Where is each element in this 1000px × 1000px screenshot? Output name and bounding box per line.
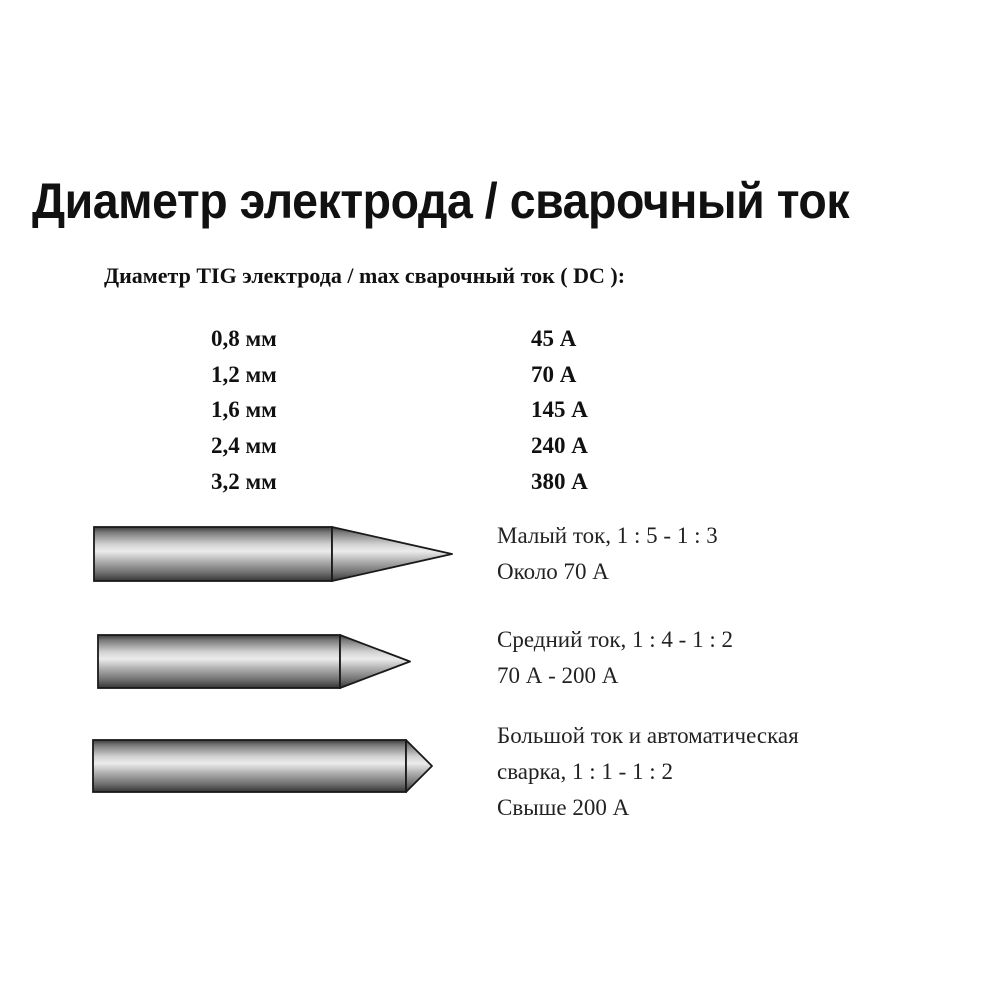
description-line: Свыше 200 А (497, 795, 630, 820)
description-line: Средний ток, 1 : 4 - 1 : 2 (497, 627, 733, 652)
low-current-description (497, 518, 718, 590)
diameter-cell: 1,6 мм (211, 397, 277, 422)
description-line: 70 А - 200 А (497, 663, 619, 688)
description-line: Большой ток и автоматическая (497, 723, 799, 748)
current-cell: 380 А (531, 469, 588, 494)
current-cell: 45 А (531, 326, 577, 351)
high-current-description (497, 718, 799, 826)
diameter-cell: 0,8 мм (211, 326, 277, 351)
sharp-tip-electrode (94, 527, 452, 581)
blunt-tip-electrode (93, 740, 432, 792)
diameter-cell: 2,4 мм (211, 433, 277, 458)
description-line: сварка, 1 : 1 - 1 : 2 (497, 759, 673, 784)
diameter-cell: 3,2 мм (211, 469, 277, 494)
description-line: Малый ток, 1 : 5 - 1 : 3 (497, 523, 718, 548)
current-cell: 145 А (531, 397, 588, 422)
medium-tip-electrode (98, 635, 410, 688)
medium-current-description (497, 622, 733, 694)
page-title: Диаметр электрода / сварочный ток (32, 173, 850, 229)
table-subtitle: Диаметр TIG электрода / max сварочный ток ( DC ): (104, 263, 626, 288)
current-cell: 70 А (531, 362, 577, 387)
diameter-cell: 1,2 мм (211, 362, 277, 387)
description-line: Около 70 А (497, 559, 609, 584)
current-cell: 240 А (531, 433, 588, 458)
